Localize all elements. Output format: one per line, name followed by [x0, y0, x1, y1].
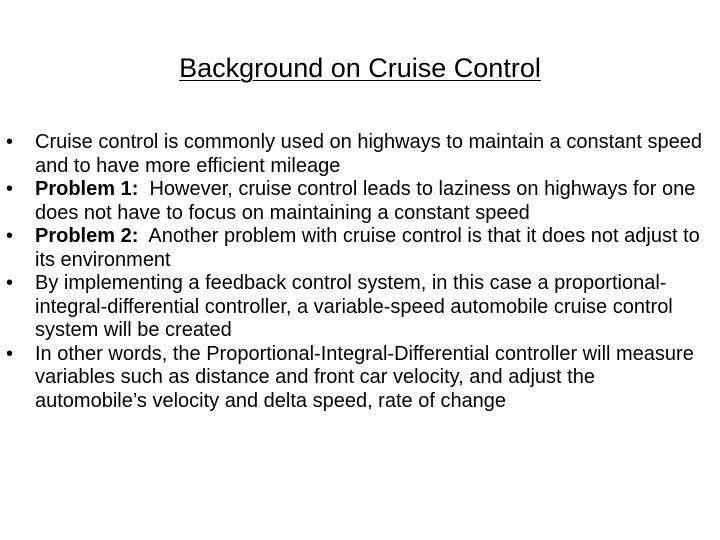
bullet-dot-icon: •	[6, 178, 14, 200]
bullet-item	[0, 131, 704, 178]
bullet-item	[0, 178, 704, 225]
bullet-dot-icon: •	[6, 342, 14, 365]
bullet-prefix: Problem 2:	[35, 225, 139, 247]
bullet-item	[0, 272, 704, 343]
bullet-text: However, cruise control leads to laziness on highways for one does not have to focus on maintaining a constant speed	[35, 178, 701, 224]
bullet-dot-icon: •	[6, 272, 14, 294]
bullet-dot-icon: •	[6, 225, 14, 247]
bullet-item	[0, 343, 704, 414]
bullet-text: By implementing a feedback control system, in this case a proportional-integral-differential controller, a variable-speed automobile cruise control system will be created	[35, 272, 673, 341]
bullet-dot-icon: •	[6, 131, 14, 153]
bullet-list	[0, 131, 704, 413]
bullet-text: In other words, the Proportional-Integral-Differential controller will measure variables such as distance and front car velocity, and adjust the automobile’s velocity and delta speed, rate of change	[35, 342, 694, 412]
bullet-prefix: Problem 1:	[35, 178, 139, 200]
bullet-text: Another problem with cruise control is that it does not adjust to its environment	[35, 225, 706, 271]
bullet-item	[0, 225, 704, 272]
bullet-text: Cruise control is commonly used on highways to maintain a constant speed and to have more efficient mileage	[35, 131, 703, 177]
slide-title: Background on Cruise Control	[179, 53, 541, 83]
